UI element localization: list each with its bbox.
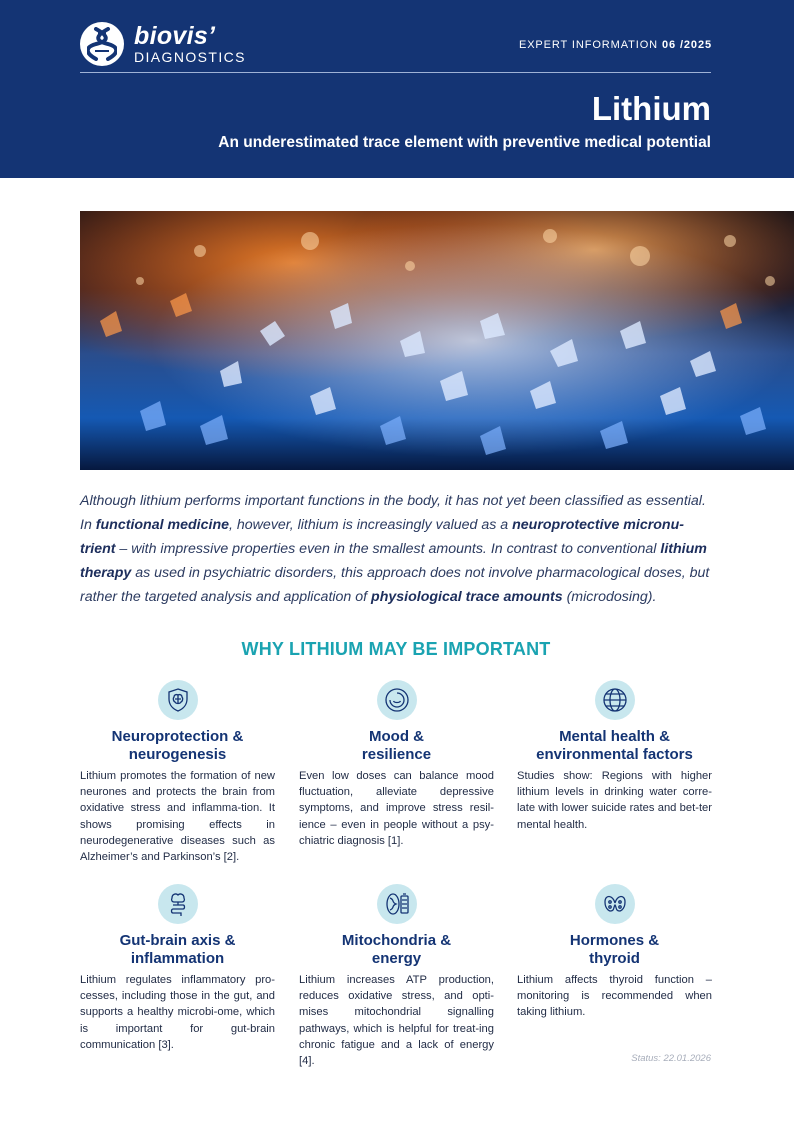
card-title: Hormones & thyroid [569, 932, 660, 967]
card-mood [299, 680, 494, 849]
card-title: Mood & resilience [361, 728, 432, 763]
header-divider [80, 72, 711, 73]
intro-text: as used in psychiatric disorders, this approach does not involve pharmacological doses, but rather the targeted analysis and application of [80, 565, 710, 605]
card-title: Gut-brain axis & inflammation [119, 932, 236, 967]
intro-text: – with impressive properties even in the smallest amounts. In contrast to conventional [115, 541, 661, 557]
mood-smile-icon [377, 680, 417, 720]
brand-subtitle: DIAGNOSTICS [134, 49, 246, 65]
intro-emphasis: physiological trace amounts [371, 589, 563, 605]
card-title: Mental health & environmental factors [536, 728, 693, 763]
mitochondria-battery-icon [377, 884, 417, 924]
card-text: Lithium increases ATP production, reduces oxidative stress, and opti-mises mitochondrial signalling pathways, which is helpful for treat-ing chronic fatigue and a lack of energy [4]. [299, 974, 494, 1068]
card-hormones [517, 884, 712, 1021]
dna-logo-icon [80, 22, 124, 66]
biovis-logo[interactable] [80, 22, 246, 66]
intro-text: (microdosing). [562, 589, 657, 605]
page-title: Lithium [591, 90, 711, 127]
brand-name: biovis’ [134, 22, 216, 50]
intro-paragraph [80, 489, 712, 609]
card-mental-health [517, 680, 712, 833]
card-gut-brain [80, 884, 275, 1053]
header-banner [0, 0, 794, 178]
card-text: Lithium regulates inflammatory pro-cesses, including those in the gut, and supports a healthy microbi-ome, which is important for gut-brain communication [3]. [80, 974, 275, 1051]
issue-number: 06 /2025 [661, 39, 712, 51]
issue-label: EXPERT INFORMATION 06 /2025 [518, 39, 712, 51]
card-title: Mitochondria & energy [341, 932, 452, 967]
brain-shield-icon [158, 680, 198, 720]
intro-emphasis: functional medicine [95, 517, 230, 533]
card-mitochondria [299, 884, 494, 1069]
card-text: Even low doses can balance mood fluctuation, alleviate depressive symptoms, and improve stress resil-ience – even in people without a psy-chiatric diagnosis [1]. [299, 770, 494, 847]
card-neuroprotection [80, 680, 275, 865]
card-text: Lithium promotes the formation of new neurones and protects the brain from oxidative stress and inflamma-tion. It shows promising effects in neurodegenerative diseases such as Alzheimer’s and Parkinson’s [2]. [80, 770, 275, 864]
brain-globe-icon [595, 680, 635, 720]
card-title: Neuroprotection & neurogenesis [111, 728, 244, 763]
card-text: Studies show: Regions with higher lithium levels in drinking water corre-late with lower suicide rates and bet-ter mental health. [517, 770, 712, 831]
intro-text: Although lithium performs important functions in the body, it has not yet been classified as essential. In [80, 493, 706, 533]
card-text: Lithium affects thyroid function – monitoring is recommended when taking lithium. [517, 974, 712, 1019]
gut-brain-icon [158, 884, 198, 924]
intro-text: , however, lithium is increasingly valued as a [229, 517, 513, 533]
intro-emphasis: neuroprotective micronu-trient [80, 517, 684, 557]
section-heading: WHY LITHIUM MAY BE IMPORTANT [241, 639, 551, 659]
status-date: Status: 22.01.2026 [631, 1053, 711, 1064]
page-subtitle: An underestimated trace element with preventive medical potential [218, 134, 711, 151]
thyroid-icon [595, 884, 635, 924]
lithium-crystals-image [80, 211, 794, 470]
intro-emphasis: lithium therapy [80, 541, 707, 581]
